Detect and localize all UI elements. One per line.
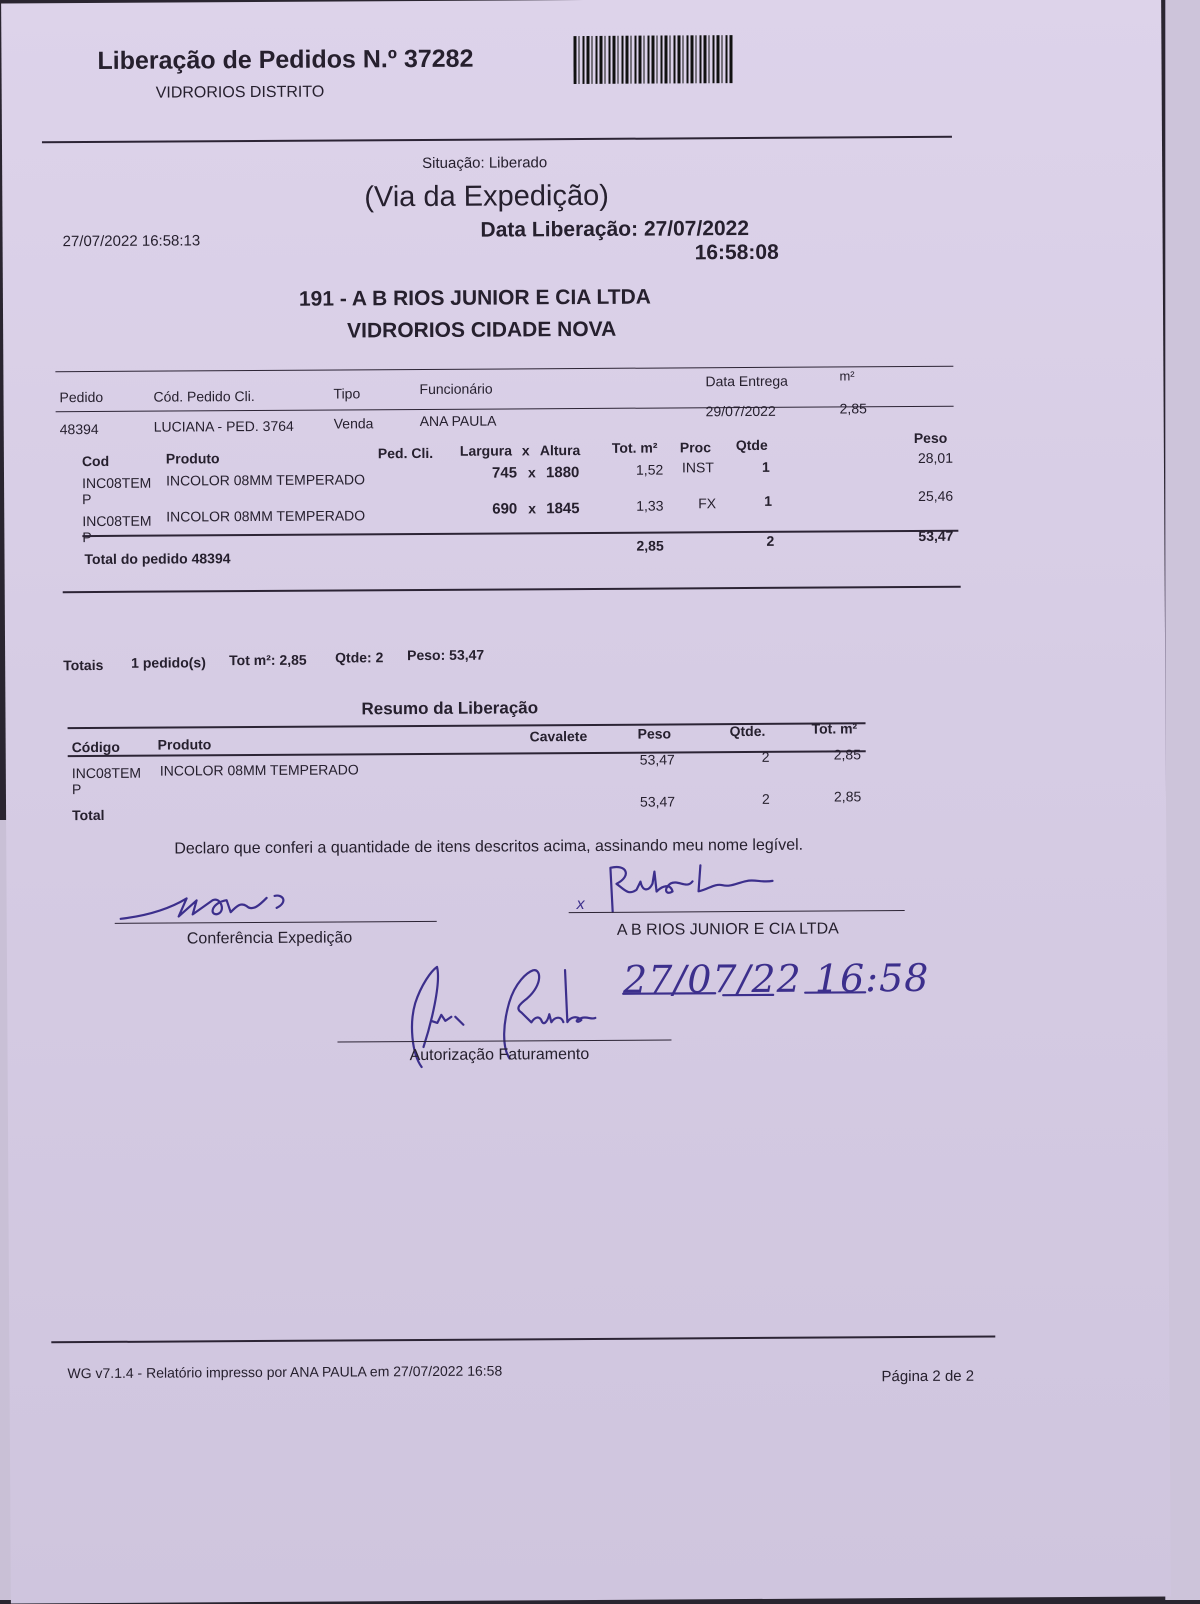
employee-name: ANA PAULA (419, 412, 497, 430)
order-total-rule (82, 530, 958, 537)
order-total-qty: 2 (766, 532, 775, 549)
summary-col-tot-m2: Tot. m² (811, 720, 858, 737)
document-title: Liberação de Pedidos N.º 37282 (97, 44, 474, 75)
order-number: 48394 (59, 420, 99, 438)
col-data-entrega: Data Entrega (705, 372, 788, 390)
via-label: (Via da Expedição) (364, 179, 609, 214)
summary-col-cavalete: Cavalete (529, 727, 588, 745)
item-col-peso: Peso (913, 429, 948, 446)
item-code-suffix: P (82, 529, 92, 546)
col-funcionario: Funcionário (419, 380, 493, 398)
item-col-cod: Cod (81, 452, 110, 470)
summary-total-weight: 53,47 (639, 793, 676, 810)
item-width: 690 (492, 500, 518, 518)
item-proc: FX (698, 495, 717, 512)
col-tipo: Tipo (333, 385, 361, 402)
summary-code: INC08TEM (71, 764, 142, 782)
printed-datetime: 27/07/2022 16:58:13 (62, 232, 201, 251)
release-time: 16:58:08 (694, 240, 779, 265)
order-end-rule (63, 586, 961, 593)
summary-col-codigo: Código (71, 738, 120, 756)
summary-total-m2: 2,85 (833, 788, 862, 805)
summary-total-label: Total (72, 806, 105, 824)
declaration-text: Declaro que conferi a quantidade de itens descritos acima, assinando meu nome legível. (174, 836, 804, 858)
totals-label: Totais (63, 656, 104, 674)
summary-product: INCOLOR 08MM TEMPERADO (159, 761, 359, 779)
item-qty: 1 (761, 458, 770, 475)
summary-qty: 2 (761, 748, 770, 765)
item-height: 1880 (545, 464, 580, 482)
col-m2: m² (839, 368, 855, 384)
item-width: 745 (491, 464, 518, 482)
release-date: Data Liberação: 27/07/2022 (480, 216, 750, 242)
totals-qty: Qtde: 2 (335, 649, 384, 666)
order-total-m2: 2,85 (636, 537, 664, 554)
order-header-rule (56, 406, 954, 412)
client-name: 191 - A B RIOS JUNIOR E CIA LTDA (298, 285, 651, 311)
release-document (1, 0, 1171, 1604)
item-code: INC08TEM (82, 512, 152, 530)
item-tot-m2: 1,52 (635, 461, 664, 478)
situation-status: Situação: Liberado (422, 154, 548, 172)
summary-m2: 2,85 (833, 746, 862, 763)
totals-orders: 1 pedido(s) (131, 654, 206, 671)
footer-printed-by: WG v7.1.4 - Relatório impresso por ANA PAULA em 27/07/2022 16:58 (67, 1362, 503, 1382)
summary-col-produto: Produto (157, 736, 212, 753)
autorizacao-label: Autorização Faturamento (409, 1045, 590, 1065)
item-product: INCOLOR 08MM TEMPERADO (166, 507, 366, 525)
item-col-produto: Produto (165, 450, 220, 467)
item-weight: 28,01 (917, 449, 954, 466)
totals-m2: Tot m²: 2,85 (229, 651, 307, 669)
order-type: Venda (333, 415, 374, 432)
page-number: Página 2 de 2 (881, 1367, 975, 1386)
company-name: VIDRORIOS DISTRITO (155, 83, 325, 102)
client-order-code: LUCIANA - PED. 3764 (153, 417, 294, 435)
item-times: x (527, 464, 536, 481)
summary-total-qty: 2 (761, 790, 770, 807)
handwritten-datetime: 27/07/22 16:58 (622, 955, 930, 1002)
item-col-tot-m2: Tot. m² (611, 439, 658, 456)
summary-title: Resumo da Liberação (361, 698, 539, 719)
order-m2: 2,85 (839, 400, 867, 417)
item-col-ped-cli: Ped. Cli. (377, 444, 434, 462)
conferencia-label: Conferência Expedição (186, 929, 353, 948)
background-sheet-right (1165, 0, 1200, 1600)
client-signature-label: A B RIOS JUNIOR E CIA LTDA (616, 920, 839, 939)
item-times: x (528, 500, 537, 517)
summary-code-suffix: P (71, 781, 82, 798)
item-col-largura: Largura (459, 442, 513, 459)
conferencia-signature (117, 886, 317, 927)
item-col-qtde: Qtde (735, 436, 768, 454)
item-qty: 1 (764, 492, 773, 509)
item-col-altura: Altura (539, 442, 581, 459)
item-code-suffix: P (82, 491, 92, 508)
delivery-date: 29/07/2022 (705, 402, 776, 420)
summary-weight: 53,47 (639, 751, 675, 768)
summary-col-qtde: Qtde. (729, 722, 766, 740)
order-total-weight: 53,47 (918, 527, 954, 544)
item-weight: 25,46 (918, 487, 954, 504)
item-code: INC08TEM (82, 474, 152, 492)
header-divider (42, 136, 952, 144)
order-top-rule (55, 366, 953, 372)
totals-weight: Peso: 53,47 (407, 646, 485, 664)
item-col-x: x (521, 442, 530, 459)
summary-col-peso: Peso (637, 725, 672, 742)
col-cod-pedido-cli: Cód. Pedido Cli. (153, 388, 255, 405)
item-tot-m2: 1,33 (636, 497, 664, 514)
item-proc: INST (681, 459, 714, 476)
client-branch: VIDRORIOS CIDADE NOVA (347, 317, 617, 343)
client-signature (596, 861, 776, 914)
item-col-proc: Proc (679, 439, 712, 456)
item-height: 1845 (546, 500, 580, 518)
footer-rule (51, 1336, 995, 1344)
client-signature-mark: x (576, 896, 585, 914)
order-total-label: Total do pedido 48394 (84, 550, 231, 568)
barcode (573, 35, 733, 84)
item-product: INCOLOR 08MM TEMPERADO (165, 471, 365, 489)
col-pedido: Pedido (59, 388, 104, 406)
